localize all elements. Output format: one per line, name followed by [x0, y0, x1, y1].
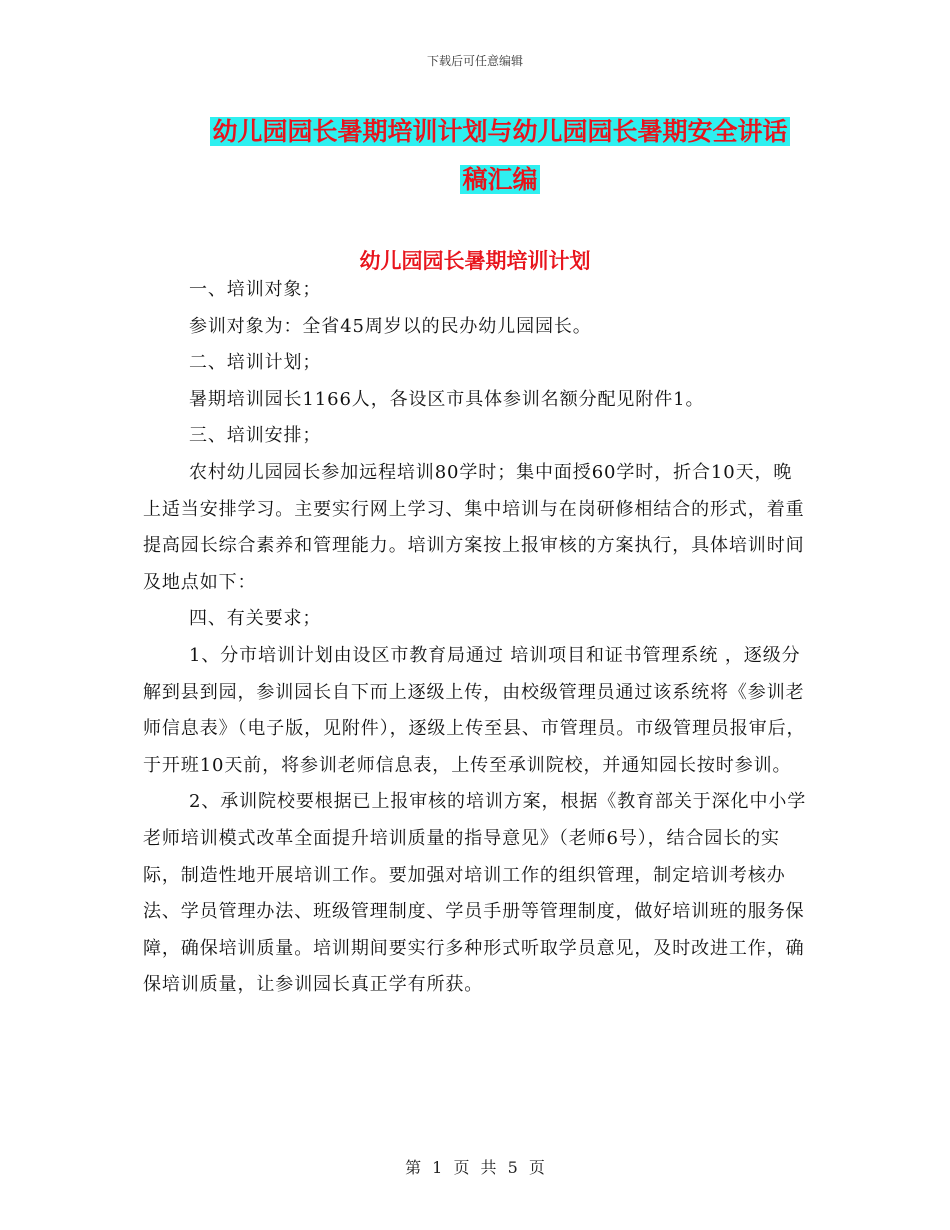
heading-requirements: 四、有关要求；	[189, 608, 322, 630]
document-title	[140, 108, 860, 204]
document-title-line-2: 稿汇编	[462, 165, 538, 194]
section-title: 幼儿园园长暑期培训计划	[359, 249, 591, 273]
paragraph-training-arrangement: 农村幼儿园园长参加远程培训80学时；集中面授60学时，折合10天，晚上适当安排学习。主要实行网上学习、集中培训与在岗研修相结合的形式，着重提高园长综合素养和管理能力。培训方案按上报审核的方案执行，具体培训时间及地点如下：	[143, 461, 805, 593]
document-title-line-1: 幼儿园园长暑期培训计划与幼儿园园长暑期安全讲话	[212, 117, 788, 146]
paragraph-requirement-2: 2、承训院校要根据已上报审核的培训方案，根据《教育部关于深化中小学老师培训模式改革全面提升培训质量的指导意见》（老师6号），结合园长的实际，制造性地开展培训工作。要加强对培训工作的组织管理，制定培训考核办法、学员管理办法、班级管理制度、学员手册等管理制度，做好培训班的服务保障，确保培训质量。培训期间要实行多种形式听取学员意见，及时改进工作，确保培训质量，让参训园长真正学有所获。	[143, 791, 807, 996]
paragraph-training-target: 参训对象为：全省45周岁以的民办幼儿园园长。	[189, 315, 592, 337]
paragraph-training-plan: 暑期培训园长1166人，各设区市具体参训名额分配见附件1。	[189, 388, 705, 410]
document-body	[143, 272, 811, 1004]
heading-training-target: 一、培训对象；	[189, 279, 322, 300]
page-header-note: 下载后可任意编辑	[426, 54, 523, 68]
heading-training-plan: 二、培训计划；	[189, 352, 322, 374]
page-footer: 第 1 页 共 5 页	[405, 1158, 545, 1177]
heading-training-arrangement: 三、培训安排；	[189, 425, 322, 447]
paragraph-requirement-1: 1、分市培训计划由设区市教育局通过 培训项目和证书管理系统 ，逐级分解到县到园，参训园长自下而上逐级上传，由校级管理员通过该系统将《参训老师信息表》（电子版，见附件），逐级上传至县、市管理员。市级管理员报审后，于开班10天前，将参训老师信息表，上传至承训院校，并通知园长按时参训。	[143, 644, 806, 776]
